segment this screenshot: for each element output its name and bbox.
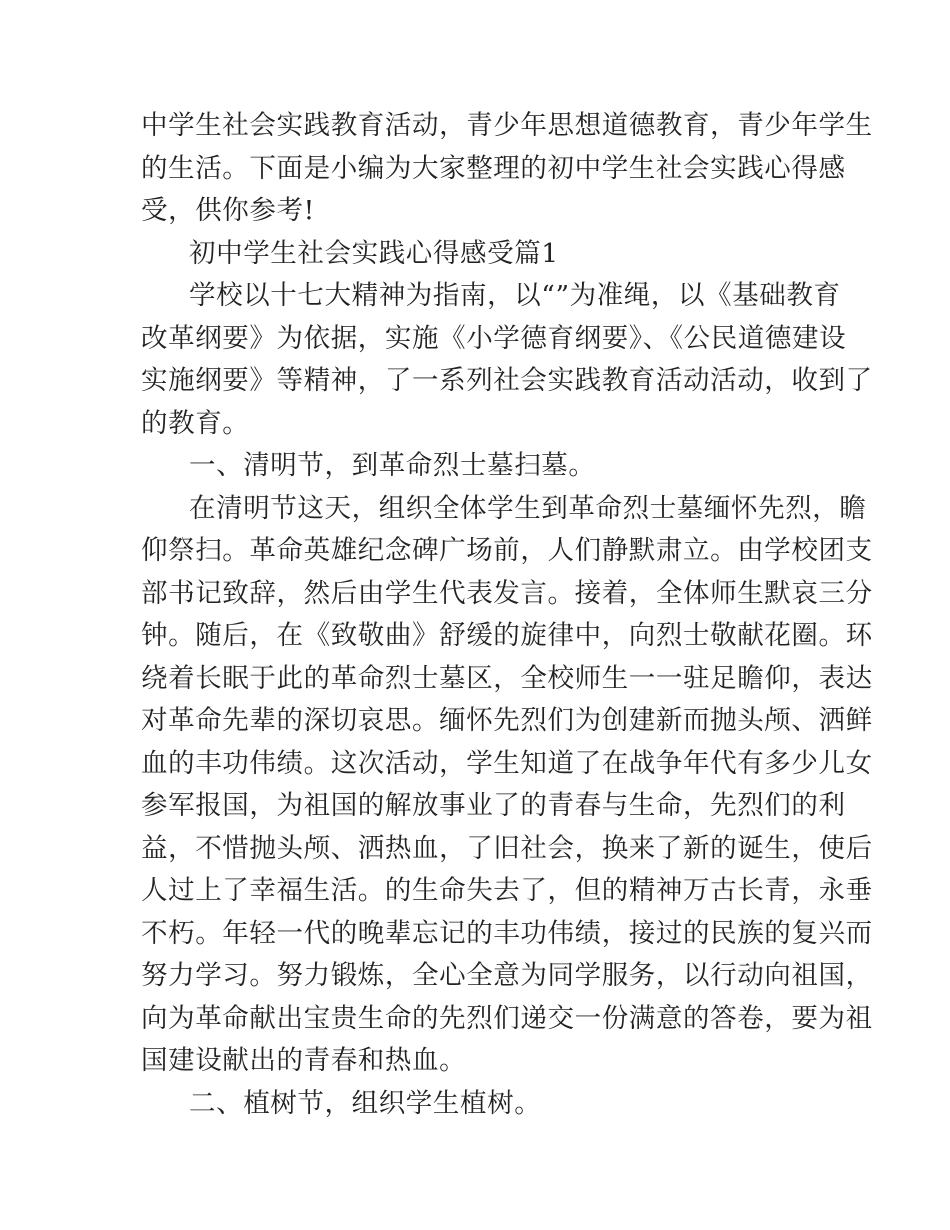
section-heading: 二、植树节，组织学生植树。 [189,1087,542,1119]
paragraph-line: 人过上了幸福生活。的生命失去了，但的精神万古长青，永垂 [141,875,873,906]
paragraph-line: 改革纲要》为依据，实施《小学德育纲要》、《公民道德建设 [141,322,847,354]
paragraph-line: 的教育。 [141,407,250,439]
paragraph-line: 在清明节这天，组织全体学生到革命烈士墓缅怀先烈，瞻 [189,492,867,524]
paragraph-line: 学校以十七大精神为指南，以“”为准绳，以《基础教育 [189,280,841,311]
document-body [141,105,873,1125]
section-heading: 一、清明节，到革命烈士墓扫墓。 [189,450,596,481]
paragraph-line: 血的丰功伟绩。这次活动，学生知道了在战争年代有多少儿女 [141,747,873,779]
paragraph-line: 的生活。下面是小编为大家整理的初中学生社会实践心得感 [141,152,846,184]
paragraph-line: 益，不惜抛头颅、洒热血，了旧社会，换来了新的诞生，使后 [141,832,873,864]
section-heading: 初中学生社会实践心得感受篇1 [189,237,559,269]
paragraph-line: 仰祭扫。革命英雄纪念碑广场前，人们静默肃立。由学校团支 [141,535,873,566]
paragraph-line: 受，供你参考! [141,195,315,226]
paragraph-line: 部书记致辞，然后由学生代表发言。接着，全体师生默哀三分 [141,577,873,609]
paragraph-line: 向为革命献出宝贵生命的先烈们递交一份满意的答卷，要为祖 [141,1002,873,1034]
paragraph-line: 国建设献出的青春和热血。 [141,1045,467,1076]
paragraph-line: 钟。随后，在《致敬曲》舒缓的旋律中，向烈士敬献花圈。环 [141,620,873,651]
paragraph-line: 实施纲要》等精神，了一系列社会实践教育活动活动，收到了 [141,365,873,396]
paragraph-line: 绕着长眠于此的革命烈士墓区，全校师生一一驻足瞻仰，表达 [141,662,873,694]
paragraph-line: 努力学习。努力锻炼，全心全意为同学服务，以行动向祖国， [141,960,873,991]
paragraph-line: 参军报国，为祖国的解放事业了的青春与生命，先烈们的利 [141,790,846,821]
paragraph-line: 对革命先辈的深切哀思。缅怀先烈们为创建新而抛头颅、洒鲜 [141,705,873,736]
paragraph-line: 不朽。年轻一代的晚辈忘记的丰功伟绩，接过的民族的复兴而 [141,917,873,949]
paragraph-line: 中学生社会实践教育活动，青少年思想道德教育，青少年学生 [141,110,873,141]
